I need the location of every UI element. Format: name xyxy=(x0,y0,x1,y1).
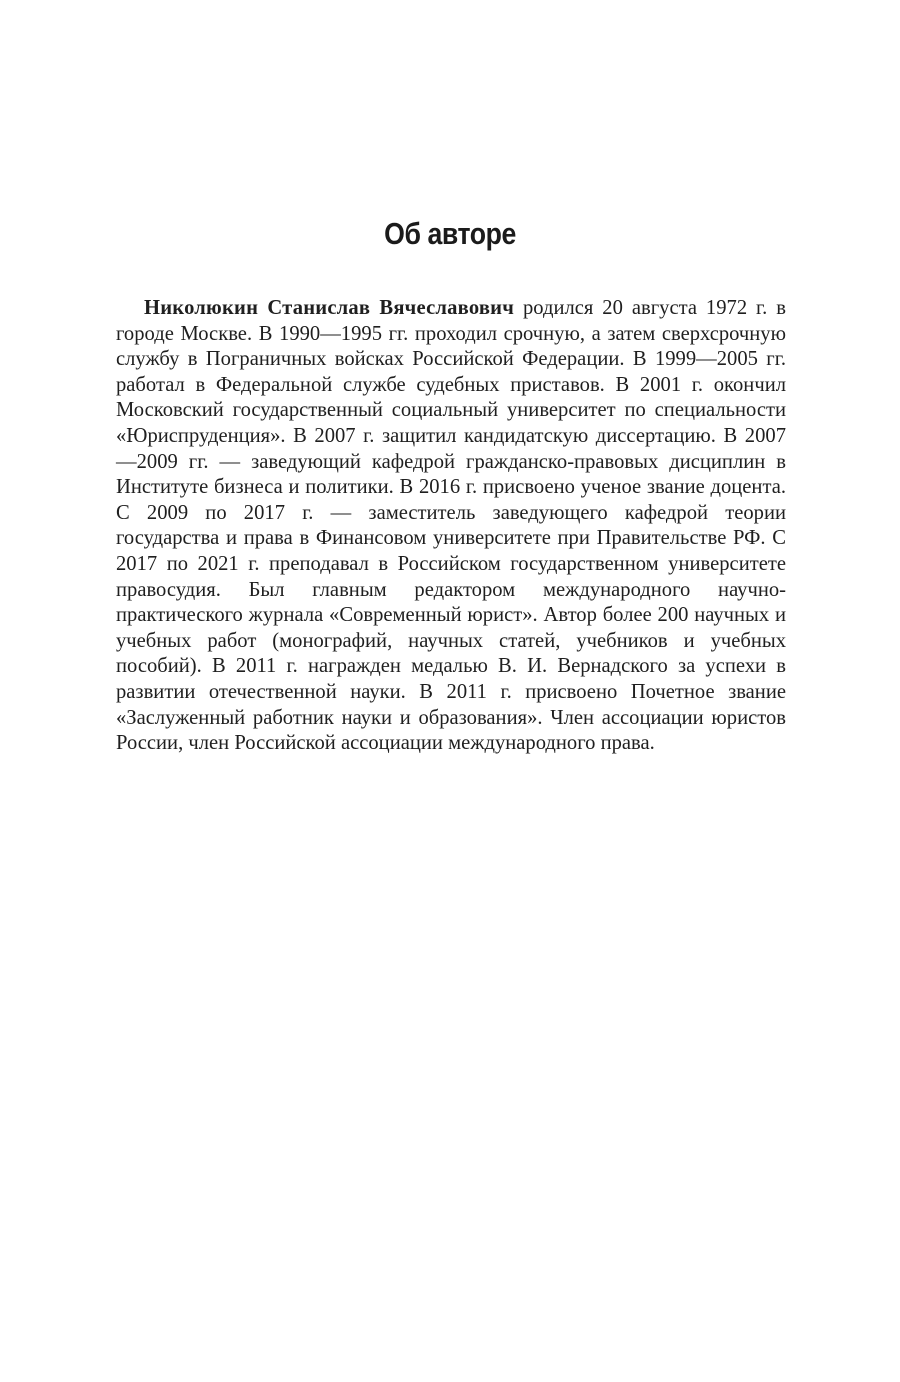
page-title: Об авторе xyxy=(384,216,516,251)
biography-text: родился 20 августа 1972 г. в городе Москве. В 1990—1995 гг. проходил срочную, а затем сверхсрочную службу в Пограничных войсках Российской Федерации. В 1999—2005 гг. работал в Федеральной службе судебных приставов. В 2001 г. окончил Московский государственный социальный университет по специальности «Юриспруденция». В 2007 г. защитил кандидатскую диссертацию. В 2007—2009 гг. — заведующий кафедрой гражданско-правовых дисциплин в Институте бизнеса и политики. В 2016 г. присвоено ученое звание доцента. С 2009 по 2017 г. — заместитель заведующего кафедрой теории государства и права в Финансовом университете при Правительстве РФ. С 2017 по 2021 г. преподавал в Российском государственном университете правосудия. Был главным редактором международного научно-практического журнала «Современный юрист». Автор более 200 научных и учебных работ (монографий, научных статей, учебников и учебных пособий). В 2011 г. награжден медалью В. И. Вернадского за успехи в развитии отечественной науки. В 2011 г. присвоено Почетное звание «Заслуженный работник науки и образования». Член ассоциации юристов России, член Российской ассоциации международного права. xyxy=(116,297,786,755)
author-biography-paragraph xyxy=(116,296,786,757)
author-name: Николюкин Станислав Вячеславович xyxy=(144,297,515,319)
